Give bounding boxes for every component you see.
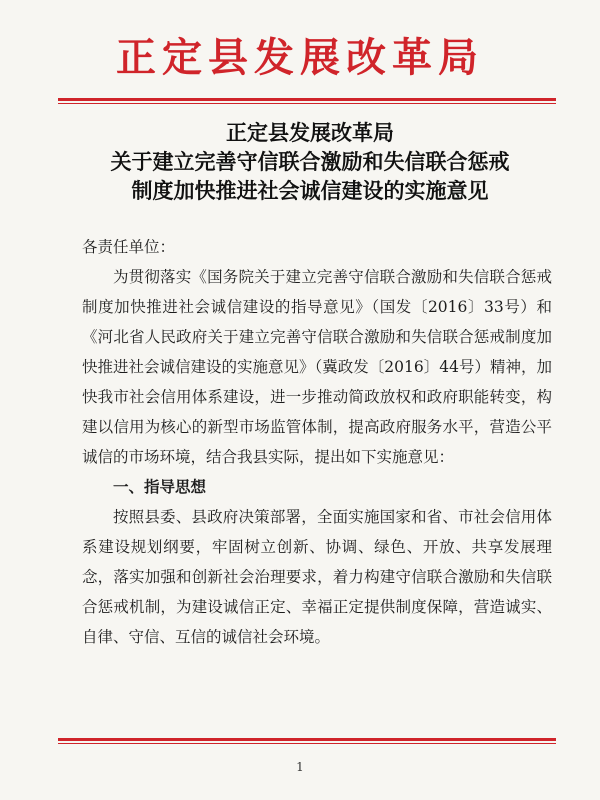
document-title-line-2: 关于建立完善守信联合激励和失信联合惩戒 [110, 149, 510, 174]
document-body [82, 232, 552, 652]
header-red-rule [58, 98, 556, 101]
document-title-line-3: 制度加快推进社会诚信建设的实施意见 [131, 178, 489, 203]
section-heading-guiding-ideology: 一、指导思想 [113, 477, 207, 496]
salutation: 各责任单位： [82, 238, 176, 256]
footer-red-rule [58, 738, 556, 741]
agency-header-title: 正定县发展改革局 [116, 34, 484, 81]
header-red-rule-thin [58, 103, 556, 104]
document-title [80, 118, 540, 205]
intro-paragraph: 为贯彻落实《国务院关于建立完善守信联合激励和失信联合惩戒制度加快推进社会诚信建设的指导意见》（国发〔2016〕33号）和《河北省人民政府关于建立完善守信联合激励和失信联合惩戒制度加快推进社会诚信建设的实施意见》（冀政发〔2016〕44号）精神，加快我市社会信用体系建设，进一步推动简政放权和政府职能转变，构建以信用为核心的新型市场监管体制，提高政府服务水平，营造公平诚信的市场环境，结合我县实际，提出如下实施意见： [82, 268, 552, 466]
section-paragraph-guiding-ideology: 按照县委、县政府决策部署，全面实施国家和省、市社会信用体系建设规划纲要，牢固树立创新、协调、绿色、开放、共享发展理念，落实加强和创新社会治理要求，着力构建守信联合激励和失信联合惩戒机制，为建设诚信正定、幸福正定提供制度保障，营造诚实、自律、守信、互信的诚信社会环境。 [82, 508, 552, 646]
document-title-line-1: 正定县发展改革局 [226, 120, 394, 145]
page-number: 1 [296, 760, 304, 774]
footer-red-rule-thin [58, 743, 556, 744]
